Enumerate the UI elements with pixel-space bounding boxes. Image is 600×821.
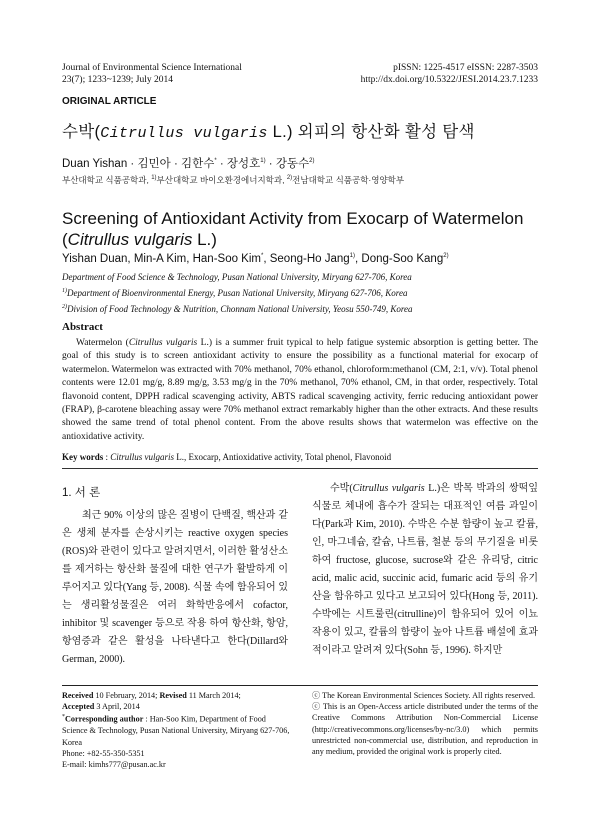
title-kr-prefix: 수박(	[62, 123, 101, 141]
abstract-body-post: L.) is a summer fruit typical to help fatigue systemic absorption is getting better. The goal of this study is to screen antioxidant activity to ensure the possibility as a functional material for exocarp of watermelon. Watermelon was extracted with 70% methanol, 70% ethanol, chloroform:methanol (CM, 2:1, v/v). Total phenol contents were 12.01 mg/g, 8.89 mg/g, 3.53 mg/g in the 70% methanol, 70% ethanol, CM, in that order, respectively. Total flavonoid content, DPPH radical scavenging activity, ABTS radical scavenging activity, ferric reducing antioxidant power (FRAP), β-carotene bleaching assay were 70% methanol extract remarkably higher than the other extracts. And these results showed the same trend of total phenol content. From the above results shows that watermelon was effective on the antioxidative activity.	[62, 338, 538, 442]
phone: Phone: +82-55-350-5351	[62, 748, 145, 758]
author-kr-3-mark: *	[214, 158, 217, 165]
received-label: Received	[62, 691, 94, 700]
article-type: ORIGINAL ARTICLE	[62, 96, 157, 107]
abstract-heading: Abstract	[62, 321, 103, 333]
affiliation-en-2-mark: 1)	[62, 288, 67, 294]
affiliation-kr-3-mark: 2)	[286, 175, 293, 182]
affiliations-kr	[62, 174, 404, 186]
author-kr-4-mark: 1)	[260, 158, 266, 165]
intro-right-column	[312, 480, 538, 660]
revised-label: Revised	[159, 691, 187, 700]
affiliation-en-3-mark: 2)	[62, 304, 67, 310]
accepted-date: 3 April, 2014	[94, 702, 140, 712]
title-en-line2: (Citrullus vulgaris L.)	[62, 230, 217, 249]
keywords-label: Key words	[62, 452, 104, 462]
affiliation-en-2	[62, 284, 542, 300]
author-kr-1: Duan Yishan	[62, 158, 128, 170]
email[interactable]: E-mail: kimhs777@pusan.ac.kr	[62, 759, 166, 769]
keywords-rule	[62, 468, 538, 469]
doi[interactable]: http://dx.doi.org/10.5322/JESI.2014.23.7.1233	[360, 75, 538, 85]
affiliation-kr-1: 부산대학교 식품공학과,	[62, 175, 152, 185]
author-kr-4: 장성호	[226, 158, 261, 170]
intro-paragraph-1: 최근 90% 이상의 많은 질병이 단백질, 핵산과 같은 생체 분자를 손상시키는 reactive oxygen species (ROS)와 관련이 있다고 알려지면서, 이러한 활성산소를 제거하는 항산화 물질에 대한 연구가 활발하게 이루어지고 있다(Yang 등, 2008). 식물 속에 함유되어 있는 생리활성물질은 여러 화학반응에서 cofactor, inhibitor 및 scavenger 등으로 작용 하여 항산화, 항암, 항염증과 같은 활성을 나타낸다고 한다(Dillard와 German, 2000).	[62, 510, 288, 665]
abstract-body	[62, 337, 538, 444]
authors-en	[62, 253, 449, 265]
authors-kr: Duan Yishan · 김민아 · 김한수* · 장성호$^{1)}$ · 강동수$^{2)}$	[62, 158, 315, 170]
section-heading-intro: 1. 서 론	[62, 487, 101, 499]
footnote-rule	[62, 685, 538, 686]
journal-name	[62, 62, 242, 86]
title-kr-suffix: L.) 외피의 항산화 활성 탐색	[267, 123, 475, 141]
affiliation-en-3	[62, 300, 542, 316]
journal-line2: 23(7); 1233~1239; July 2014	[62, 75, 173, 85]
footnote-left	[62, 690, 290, 770]
affiliation-en-1: Department of Food Science & Technology, Pusan National University, Miryang 627-706, Korea	[62, 272, 412, 282]
author-en-group-3: , Dong-Soo Kang	[355, 253, 444, 265]
abstract-body-pre: Watermelon (	[76, 338, 129, 348]
affiliation-kr-2-mark: 1)	[151, 175, 157, 182]
author-kr-3: 김한수	[181, 158, 215, 170]
author-en-group-1: Yishan Duan, Min-A Kim, Han-Soo Kim	[62, 253, 261, 265]
corr-label: Corresponding author	[65, 715, 144, 725]
corr-mark: *	[62, 714, 65, 721]
dates-line	[62, 690, 290, 701]
intro-paragraph-2	[312, 480, 538, 660]
footnote-right	[312, 690, 538, 757]
author-kr-5: 강동수	[275, 158, 310, 170]
affiliation-kr-2: 부산대학교 바이오환경에너지학과,	[156, 175, 287, 185]
intro-left-column	[62, 507, 288, 669]
keywords-sep: :	[103, 452, 111, 462]
journal-ids	[361, 62, 538, 86]
title-kr	[62, 118, 475, 142]
keywords-rest: L., Exocarp, Antioxidative activity, Total phenol, Flavonoid	[174, 452, 392, 462]
author-kr-2: 김민아	[137, 158, 171, 170]
title-en-suffix: L.)	[192, 230, 217, 249]
accepted-label: Accepted	[62, 702, 95, 712]
revised-date: 11 March 2014;	[186, 691, 241, 700]
accepted-line	[62, 701, 290, 712]
author-kr-5-mark: 2)	[309, 158, 315, 165]
keywords	[62, 452, 538, 462]
corresponding-author	[62, 712, 290, 747]
author-en-mark-1: *	[261, 253, 264, 260]
intro-paragraph-2-species: Citrullus vulgaris	[352, 483, 425, 494]
abstract-species: Citrullus vulgaris	[128, 338, 198, 348]
journal-line1: Journal of Environmental Science International	[62, 63, 242, 73]
title-en-line1: Screening of Antioxidant Activity from Exocarp of Watermelon	[62, 209, 524, 228]
affiliation-kr-3: 전남대학교 식품공학·영양학부	[292, 175, 405, 185]
author-en-mark-2: 1)	[349, 253, 355, 260]
affiliations-en	[62, 270, 542, 316]
corr-text: : Han-Soo Kim, Department of Food Science & Technology, Pusan National University, Miryang 627-706, Korea	[62, 715, 290, 747]
affiliation-en-3-text: Division of Food Technology & Nutrition, Chonnam National University, Yeosu 550-749, Korea	[67, 304, 413, 314]
keywords-species: Citrullus vulgaris	[110, 452, 175, 462]
author-en-group-2: , Seong-Ho Jang	[263, 253, 350, 265]
copyright: ⓒ The Korean Environmental Sciences Society. All rights reserved.	[312, 691, 536, 700]
author-en-mark-3: 2)	[443, 253, 449, 260]
title-en-species: Citrullus vulgaris	[67, 230, 193, 249]
intro-paragraph-2-pre: 수박(	[330, 483, 353, 494]
issn: pISSN: 1225-4517 eISSN: 2287-3503	[393, 63, 538, 73]
license: ⓒ This is an Open-Access article distributed under the terms of the Creative Commons Attribution Non-Commercial License (http://creativecommons.org/licenses/by-nc/3.0) which permits unrestricted non-commercial use, distribution, and reproduction in any medium, provided the original work is properly cited.	[312, 702, 538, 757]
intro-paragraph-2-post: L.)은 박목 박과의 쌍떡잎식물로 체내에 흡수가 잘되는 대표적인 여름 과일이다(Park과 Kim, 2010). 수박은 수분 함량이 높고 칼륨, 인, 마그네슘, 칼슘, 나트륨, 철분 등의 무기질을 비롯하여 fructose, glucose, sucrose와 같은 유리당, citric acid, malic acid, succinic acid, fumaric acid 등의 유기산을 함유하고 있다고 보고되어 있다(Hong 등, 2011). 수박에는 시트룰린(citrulline)이 함유되어 있어 이뇨 작용이 있고, 칼륨의 함량이 높아 나트륨 배설에 효과적이라고 알려져 있다(Sohn 등, 1996). 하지만	[312, 483, 538, 656]
received-date: 10 February, 2014;	[93, 691, 160, 700]
title-kr-species: Citrullus vulgaris	[100, 125, 268, 142]
affiliation-en-2-text: Department of Bioenvironmental Energy, Pusan National University, Miryang 627-706, Korea	[67, 288, 408, 298]
title-en	[62, 208, 523, 250]
